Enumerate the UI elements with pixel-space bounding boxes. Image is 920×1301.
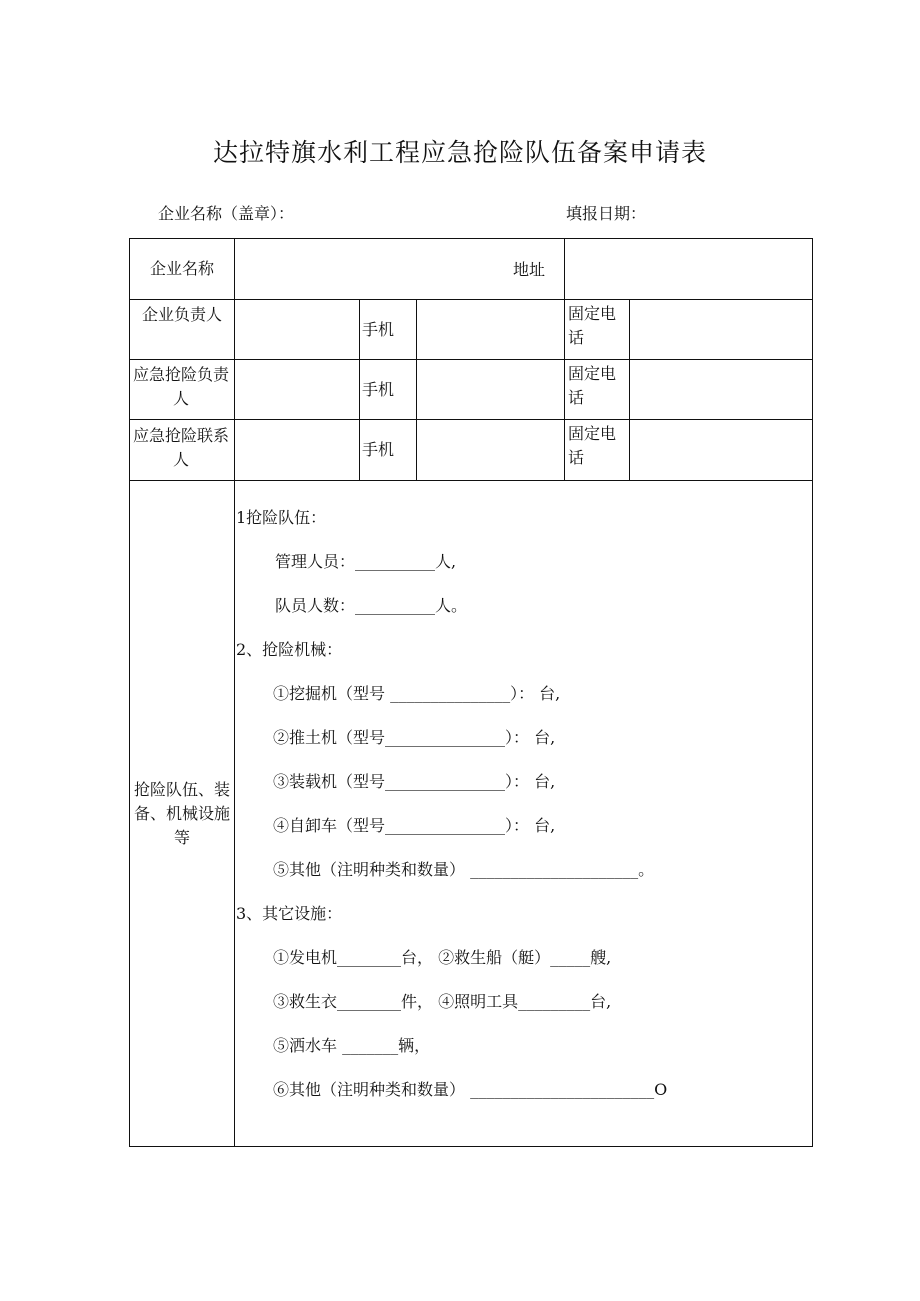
members-line: 队员人数：__________人。	[275, 596, 468, 615]
machinery-item: ⑤其他（注明种类和数量） _____________________。	[273, 860, 655, 879]
report-date-label: 填报日期：	[566, 204, 647, 223]
machinery-item: ①挖掘机（型号 _______________）： 台,	[273, 684, 561, 703]
table-row-divider	[129, 419, 813, 420]
facilities-item: ①发电机________台， ②救生船（艇）_____艘,	[273, 948, 612, 967]
emergency-head-label: 应急抢险负责人	[133, 365, 230, 408]
managers-line: 管理人员：__________人,	[275, 552, 457, 571]
mobile-label: 手机	[362, 380, 395, 399]
table-col-divider	[359, 299, 360, 480]
table-col-divider	[629, 299, 630, 480]
company-name-label-text: 企业名称	[149, 259, 214, 278]
team-heading: 1抢险队伍：	[236, 508, 327, 527]
emergency-contact-label: 应急抢险联系人	[133, 426, 230, 469]
mobile-label: 手机	[362, 440, 395, 459]
table-border-bottom	[129, 1146, 813, 1147]
table-border-left	[129, 238, 130, 1147]
landline-label: 固定电话	[568, 424, 617, 467]
landline-label: 固定电话	[568, 304, 617, 347]
table-border-top	[129, 238, 813, 239]
table-border-right	[812, 238, 813, 1147]
section-label: 抢险队伍、装备、机械设施等	[133, 780, 230, 847]
machinery-item: ②推土机（型号_______________）： 台,	[273, 728, 556, 747]
table-col-divider	[234, 238, 235, 1147]
machinery-item: ③装载机（型号_______________）： 台,	[273, 772, 556, 791]
company-head-label: 企业负责人	[141, 305, 222, 324]
machinery-heading: 2、抢险机械：	[236, 640, 343, 659]
table-row-divider	[129, 480, 813, 481]
table-col-divider	[416, 299, 417, 480]
facilities-item: ⑥其他（注明种类和数量） _______________________O	[273, 1080, 668, 1099]
table-row-divider	[129, 359, 813, 360]
facilities-heading: 3、其它设施：	[236, 904, 343, 923]
table-col-divider	[564, 238, 565, 480]
machinery-item: ④自卸车（型号_______________）： 台,	[273, 816, 556, 835]
facilities-item: ⑤洒水车 _______辆，	[273, 1036, 431, 1055]
company-name-label	[130, 257, 234, 281]
page-title: 达拉特旗水利工程应急抢险队伍备案申请表	[212, 138, 707, 167]
address-label: 地址	[513, 260, 546, 279]
company-seal-label: 企业名称（盖章）：	[158, 204, 295, 223]
landline-label: 固定电话	[568, 364, 617, 407]
table-row-divider	[129, 299, 813, 300]
facilities-item: ③救生衣________件， ④照明工具_________台,	[273, 992, 612, 1011]
mobile-label: 手机	[362, 320, 395, 339]
